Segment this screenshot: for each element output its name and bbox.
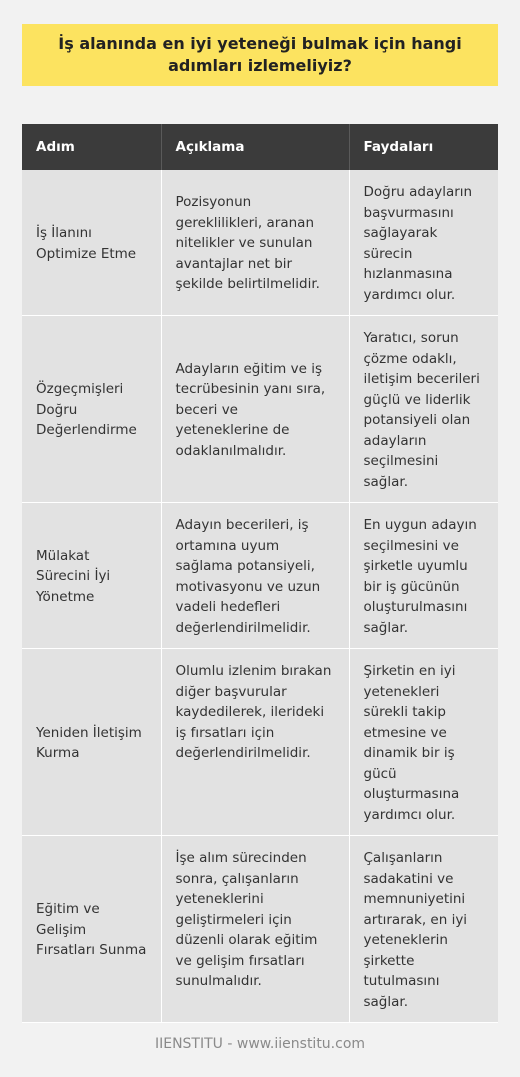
description-cell: İşe alım sürecinden sonra, çalışanların yeteneklerini geliştirmeleri için düzenli olarak eğitim ve gelişim fırsatları sunulmalıdır. [161, 836, 349, 1023]
description-cell: Adayın becerileri, iş ortamına uyum sağlama potansiyeli, motivasyonu ve uzun vadeli hedefleri değerlendirilmelidir. [161, 503, 349, 649]
step-cell: Özgeçmişleri Doğru Değerlendirme [22, 316, 161, 503]
step-cell: Mülakat Sürecini İyi Yönetme [22, 503, 161, 649]
page-title: İş alanında en iyi yeteneği bulmak için hangi adımları izlemeliyiz? [58, 34, 462, 75]
steps-table [22, 124, 498, 1023]
step-cell: Eğitim ve Gelişim Fırsatları Sunma [22, 836, 161, 1023]
benefit-cell: Çalışanların sadakatini ve memnuniyetini artırarak, en iyi yeteneklerin şirkette tutulmasını sağlar. [349, 836, 498, 1023]
description-cell: Adayların eğitim ve iş tecrübesinin yanı sıra, beceri ve yeteneklerine de odaklanılmalıdır. [161, 316, 349, 503]
step-cell: İş İlanını Optimize Etme [22, 170, 161, 316]
table-row [22, 170, 498, 316]
table-header-row [22, 124, 498, 170]
benefit-cell: En uygun adayın seçilmesini ve şirketle uyumlu bir iş gücünün oluşturulmasını sağlar. [349, 503, 498, 649]
description-cell: Pozisyonun gereklilikleri, aranan nitelikler ve sunulan avantajlar net bir şekilde belirtilmelidir. [161, 170, 349, 316]
table-row [22, 836, 498, 1023]
benefit-cell: Yaratıcı, sorun çözme odaklı, iletişim becerileri güçlü ve liderlik potansiyeli olan adayların seçilmesini sağlar. [349, 316, 498, 503]
title-banner [22, 24, 498, 86]
header-description: Açıklama [161, 124, 349, 170]
description-cell: Olumlu izlenim bırakan diğer başvurular kaydedilerek, ilerideki iş fırsatları için değerlendirilmelidir. [161, 649, 349, 836]
benefit-cell: Doğru adayların başvurmasını sağlayarak sürecin hızlanmasına yardımcı olur. [349, 170, 498, 316]
table-row [22, 316, 498, 503]
benefit-cell: Şirketin en iyi yetenekleri sürekli takip etmesine ve dinamik bir iş gücü oluşturmasına yardımcı olur. [349, 649, 498, 836]
footer-credit: IIENSTITU - www.iienstitu.com [154, 1036, 366, 1052]
header-step: Adım [22, 124, 161, 170]
table-row [22, 649, 498, 836]
step-cell: Yeniden İletişim Kurma [22, 649, 161, 836]
table-row [22, 503, 498, 649]
header-benefits: Faydaları [349, 124, 498, 170]
